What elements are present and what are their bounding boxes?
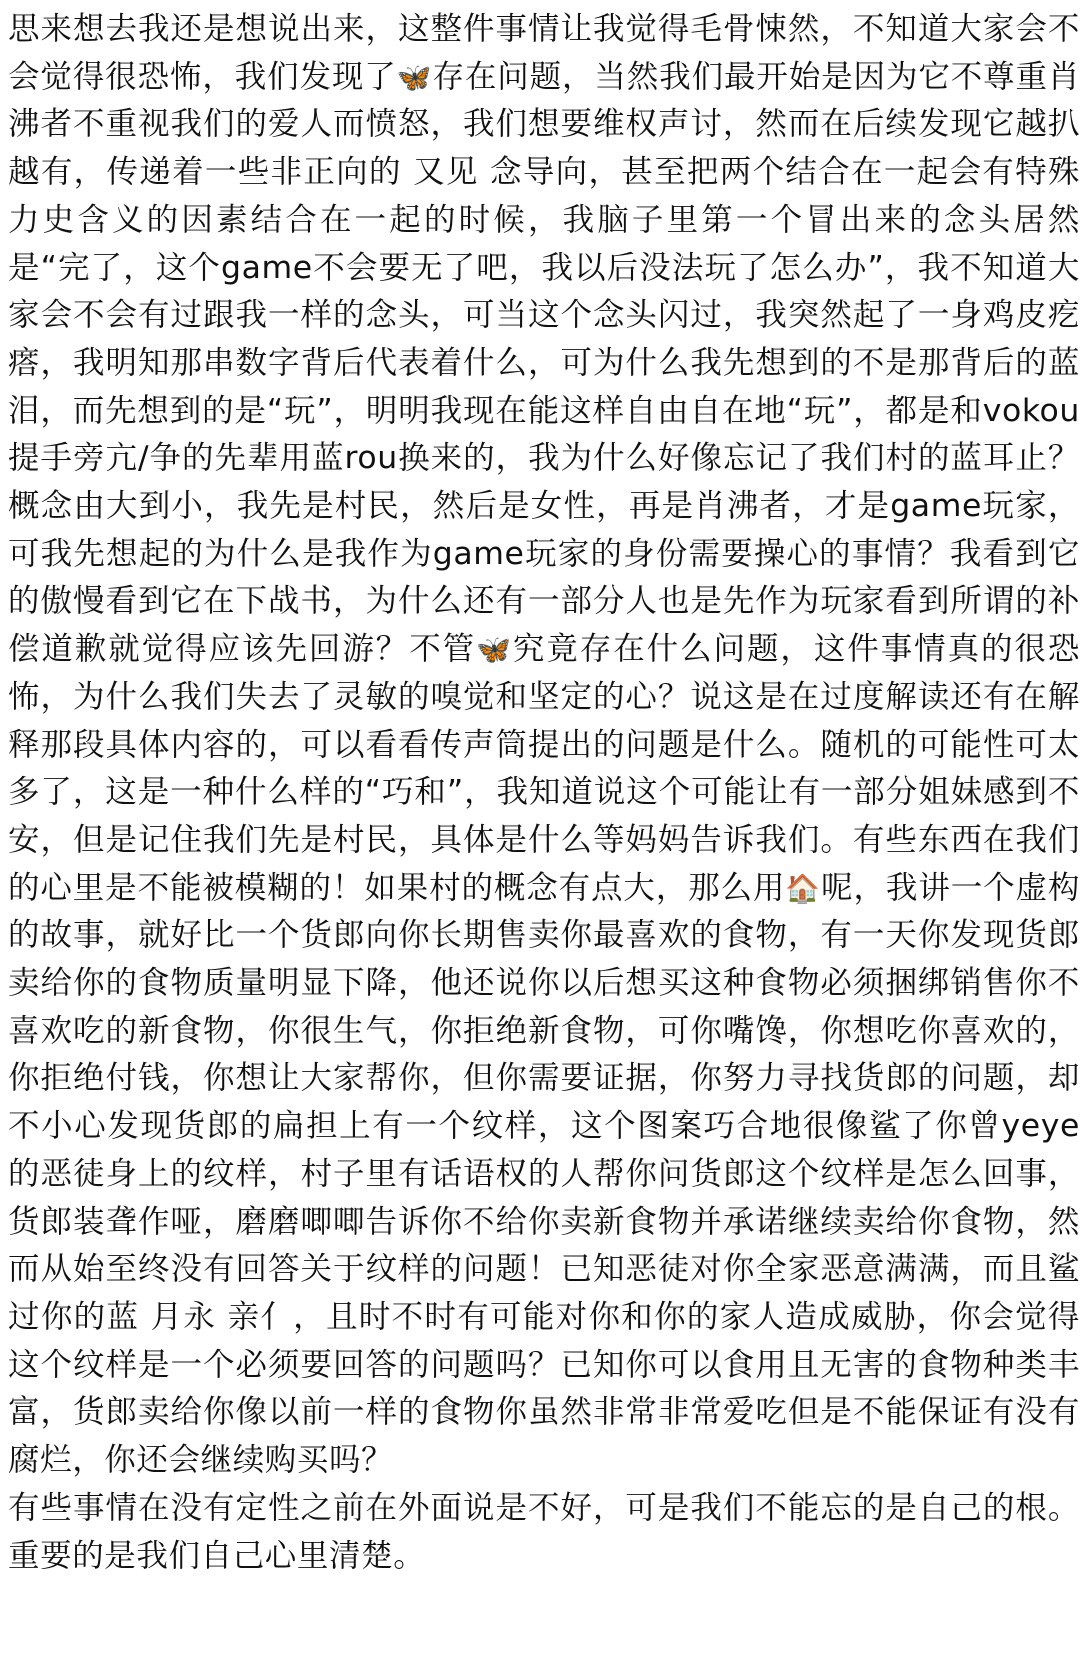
text-segment: 思来想去我还是想说出来，这整件事情让我觉得毛骨悚然，不知道大家会不会觉得很恐怖，我们发现了 <box>8 11 1080 95</box>
text-segment: 究竟存在什么问题，这件事情真的很恐怖，为什么我们失去了灵敏的嗅觉和坚定的心？说这是在过度解读还有在解释那段具体内容的，可以看看传声筒提出的问题是什么。随机的可能性可太多了，这是一种什么样的“巧和”，我知道说这个可能让有一部分姐妹感到不安，但是记住我们先是村民，具体是什么等妈妈告诉我们。有些东西在我们的心里是不能被模糊的！如果村的概念有点大，那么用 <box>8 631 1080 906</box>
text-segment: 有些事情在没有定性之前在外面说是不好，可是我们不能忘的是自己的根。重要的是我们自己心里清楚。 <box>8 1489 1080 1574</box>
post-paragraph-1 <box>8 6 1080 1485</box>
text-segment: 存在问题，当然我们最开始是因为它不尊重肖沸者不重视我们的爱人而愤怒，我们想要维权声讨，然而在后续发现它越扒越有，传递着一些非正向的 又见 念导向，甚至把两个结合在一起会有特殊力史含义的因素结合在一起的时候，我脑子里第一个冒出来的念头居然是“完了，这个game不会要无了吧，我以后没法玩了怎么办”，我不知道大家会不会有过跟我一样的念头，可当这个念头闪过，我突然起了一身鸡皮疙瘩，我明知那串数字背后代表着什么，可为什么我先想到的不是那背后的蓝泪，而先想到的是“玩”，明明我现在能这样自由自在地“玩”，都是和vokou提手旁亢/争的先辈用蓝rou换来的，我为什么好像忘记了我们村的蓝耳止？概念由大到小，我先是村民，然后是女性，再是肖沸者，才是game玩家，可我先想起的为什么是我作为game玩家的身份需要操心的事情？我看到它的傲慢看到它在下战书，为什么还有一部分人也是先作为玩家看到所谓的补偿道歉就觉得应该先回游？不管 <box>8 58 1081 668</box>
post-paragraph-2 <box>8 1485 1080 1580</box>
butterfly-emoji: 🦋 <box>476 633 512 667</box>
butterfly-emoji: 🦋 <box>396 60 433 94</box>
house-emoji: 🏠 <box>785 871 821 905</box>
text-segment: 呢，我讲一个虚构的故事，就好比一个货郎向你长期售卖你最喜欢的食物，有一天你发现货郎卖给你的食物质量明显下降，他还说你以后想买这种食物必须捆绑销售你不喜欢吃的新食物，你很生气，你拒绝新食物，可你嘴馋，你想吃你喜欢的，你拒绝付钱，你想让大家帮你，但你需要证据，你努力寻找货郎的问题，却不小心发现货郎的扁担上有一个纹样，这个图案巧合地很像鲨了你曾yeye的恶徒身上的纹样，村子里有话语权的人帮你问货郎这个纹样是怎么回事，货郎装聋作哑，磨磨唧唧告诉你不给你卖新食物并承诺继续卖给你食物，然而从始至终没有回答关于纹样的问题！已知恶徒对你全家恶意满满，而且鲨过你的蓝 月永 亲亻，且时不时有可能对你和你的家人造成威胁，你会觉得这个纹样是一个必须要回答的问题吗？已知你可以食用且无害的食物种类丰富，货郎卖给你像以前一样的食物你虽然非常非常爱吃但是不能保证有没有腐烂，你还会继续购买吗？ <box>8 869 1080 1479</box>
